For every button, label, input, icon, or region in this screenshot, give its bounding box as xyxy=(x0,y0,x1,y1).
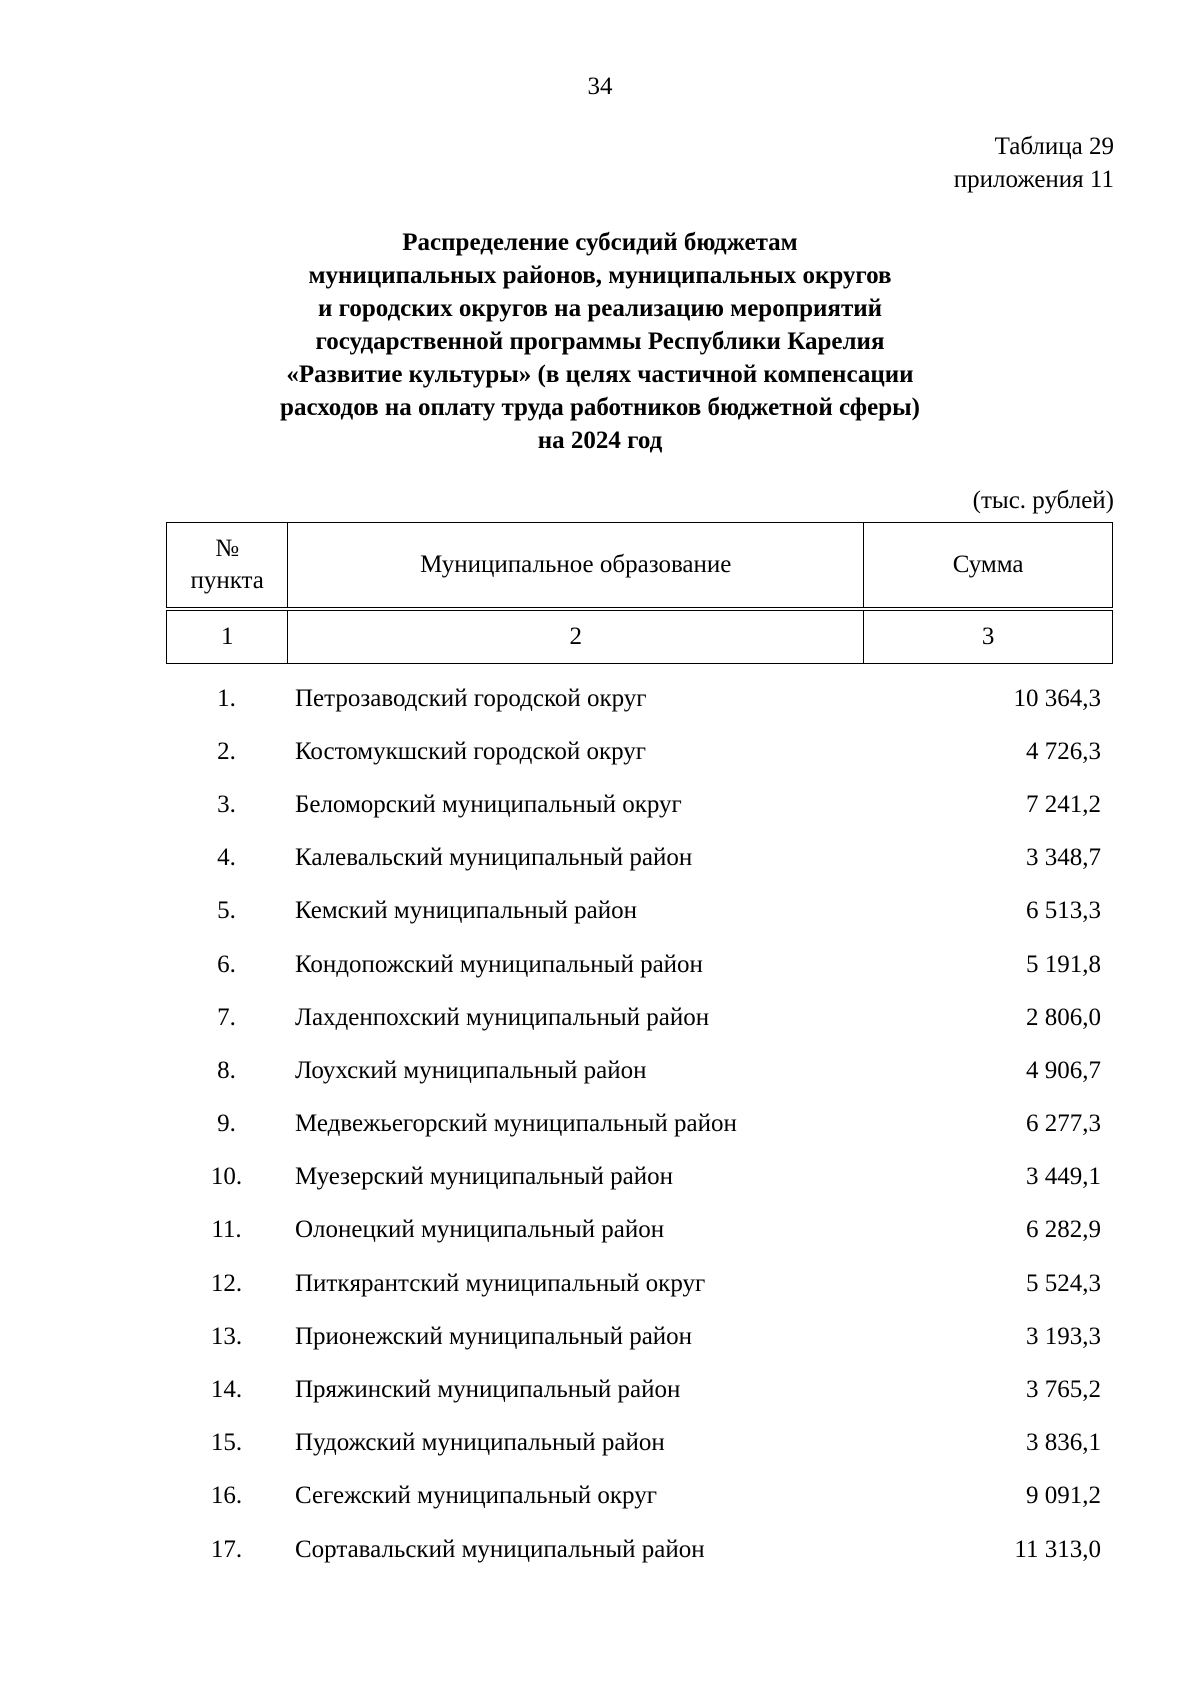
row-num: 13. xyxy=(210,1322,243,1350)
row-name: Петрозаводский городской округ xyxy=(295,684,647,712)
row-name: Питкярантский муниципальный округ xyxy=(295,1269,706,1297)
table-row xyxy=(166,1098,1113,1151)
row-sum: 3 193,3 xyxy=(1026,1322,1101,1350)
table-ref-line-1: Таблица 29 xyxy=(994,133,1114,160)
table-row xyxy=(166,1151,1113,1204)
table-row xyxy=(166,1044,1113,1097)
title-line: государственной программы Республики Карелия xyxy=(315,328,885,355)
row-sum: 10 364,3 xyxy=(1013,684,1101,712)
row-num: 9. xyxy=(217,1110,236,1138)
row-sum: 6 282,9 xyxy=(1026,1216,1101,1244)
row-name: Прионежский муниципальный район xyxy=(295,1322,693,1350)
page-number: 34 xyxy=(587,73,613,100)
table-row xyxy=(166,725,1113,778)
row-name: Беломорский муниципальный округ xyxy=(295,790,682,818)
table-body xyxy=(166,672,1113,1576)
title-line: расходов на оплату труда работников бюджетной сферы) xyxy=(280,394,920,421)
table-header xyxy=(166,522,1113,664)
table-reference xyxy=(954,130,1114,196)
row-sum: 6 277,3 xyxy=(1026,1110,1101,1138)
row-name: Лахденпохский муниципальный район xyxy=(295,1003,710,1031)
title-line: «Развитие культуры» (в целях частичной компенсации xyxy=(286,361,914,388)
row-num: 1. xyxy=(217,684,236,712)
table-row xyxy=(166,991,1113,1044)
header-cell-number xyxy=(167,523,288,608)
table-row xyxy=(166,1523,1113,1576)
row-sum: 3 449,1 xyxy=(1026,1163,1101,1191)
row-sum: 4 906,7 xyxy=(1026,1056,1101,1084)
row-num: 3. xyxy=(217,790,236,818)
row-sum: 11 313,0 xyxy=(1014,1535,1101,1563)
row-name: Костомукшский городской округ xyxy=(295,737,647,765)
row-sum: 9 091,2 xyxy=(1026,1482,1101,1510)
row-num: 14. xyxy=(210,1376,243,1404)
row-name: Лоухский муниципальный район xyxy=(295,1056,647,1084)
row-name: Калевальский муниципальный район xyxy=(295,844,693,872)
row-sum: 2 806,0 xyxy=(1026,1003,1101,1031)
document-title xyxy=(0,226,1200,457)
header-number-label: пункта xyxy=(190,567,264,594)
row-num: 4. xyxy=(217,844,236,872)
row-num: 7. xyxy=(217,1003,236,1031)
table-row xyxy=(166,1417,1113,1470)
title-line: Распределение субсидий бюджетам xyxy=(402,229,798,256)
row-sum: 7 241,2 xyxy=(1026,790,1101,818)
table-row xyxy=(166,778,1113,831)
row-sum: 5 524,3 xyxy=(1026,1269,1101,1297)
row-name: Кемский муниципальный район xyxy=(295,897,637,925)
table-row xyxy=(166,1470,1113,1523)
table-row xyxy=(166,938,1113,991)
column-number: 2 xyxy=(288,611,864,664)
row-sum: 5 191,8 xyxy=(1026,950,1101,978)
row-name: Муезерский муниципальный район xyxy=(295,1163,673,1191)
column-number: 3 xyxy=(864,611,1113,664)
row-num: 17. xyxy=(210,1535,243,1563)
row-num: 15. xyxy=(210,1429,243,1457)
table-row xyxy=(166,1204,1113,1257)
row-name: Сортавальский муниципальный район xyxy=(295,1535,705,1563)
row-num: 5. xyxy=(217,897,236,925)
title-line: и городских округов на реализацию мероприятий xyxy=(317,295,883,322)
row-num: 12. xyxy=(210,1269,243,1297)
table-row xyxy=(166,1363,1113,1416)
row-num: 16. xyxy=(210,1482,243,1510)
row-sum: 4 726,3 xyxy=(1026,737,1101,765)
row-name: Медвежьегорский муниципальный район xyxy=(295,1110,737,1138)
table-row xyxy=(166,885,1113,938)
row-num: 11. xyxy=(211,1216,242,1244)
units-label: (тыс. рублей) xyxy=(972,487,1114,514)
row-num: 10. xyxy=(210,1163,243,1191)
header-cell-sum: Сумма xyxy=(864,523,1113,608)
table-row xyxy=(166,672,1113,725)
title-line: муниципальных районов, муниципальных округов xyxy=(308,262,892,289)
column-number-row xyxy=(167,611,1113,664)
column-number: 1 xyxy=(167,611,288,664)
row-name: Кондопожский муниципальный район xyxy=(295,950,703,978)
row-name: Пудожский муниципальный район xyxy=(295,1429,665,1457)
header-cell-municipality: Муниципальное образование xyxy=(288,523,864,608)
row-name: Пряжинский муниципальный район xyxy=(295,1376,681,1404)
table-ref-line-2: приложения 11 xyxy=(953,166,1114,193)
row-num: 2. xyxy=(217,737,236,765)
table-row xyxy=(166,1257,1113,1310)
title-line: на 2024 год xyxy=(537,427,663,454)
row-num: 8. xyxy=(217,1056,236,1084)
row-name: Олонецкий муниципальный район xyxy=(295,1216,665,1244)
row-name: Сегежский муниципальный округ xyxy=(295,1482,657,1510)
header-row xyxy=(167,523,1113,608)
header-number-sign: № xyxy=(215,535,240,562)
row-sum: 6 513,3 xyxy=(1026,897,1101,925)
row-sum: 3 348,7 xyxy=(1026,844,1101,872)
row-sum: 3 836,1 xyxy=(1026,1429,1101,1457)
row-num: 6. xyxy=(217,950,236,978)
row-sum: 3 765,2 xyxy=(1026,1376,1101,1404)
table-row xyxy=(166,832,1113,885)
table-row xyxy=(166,1310,1113,1363)
